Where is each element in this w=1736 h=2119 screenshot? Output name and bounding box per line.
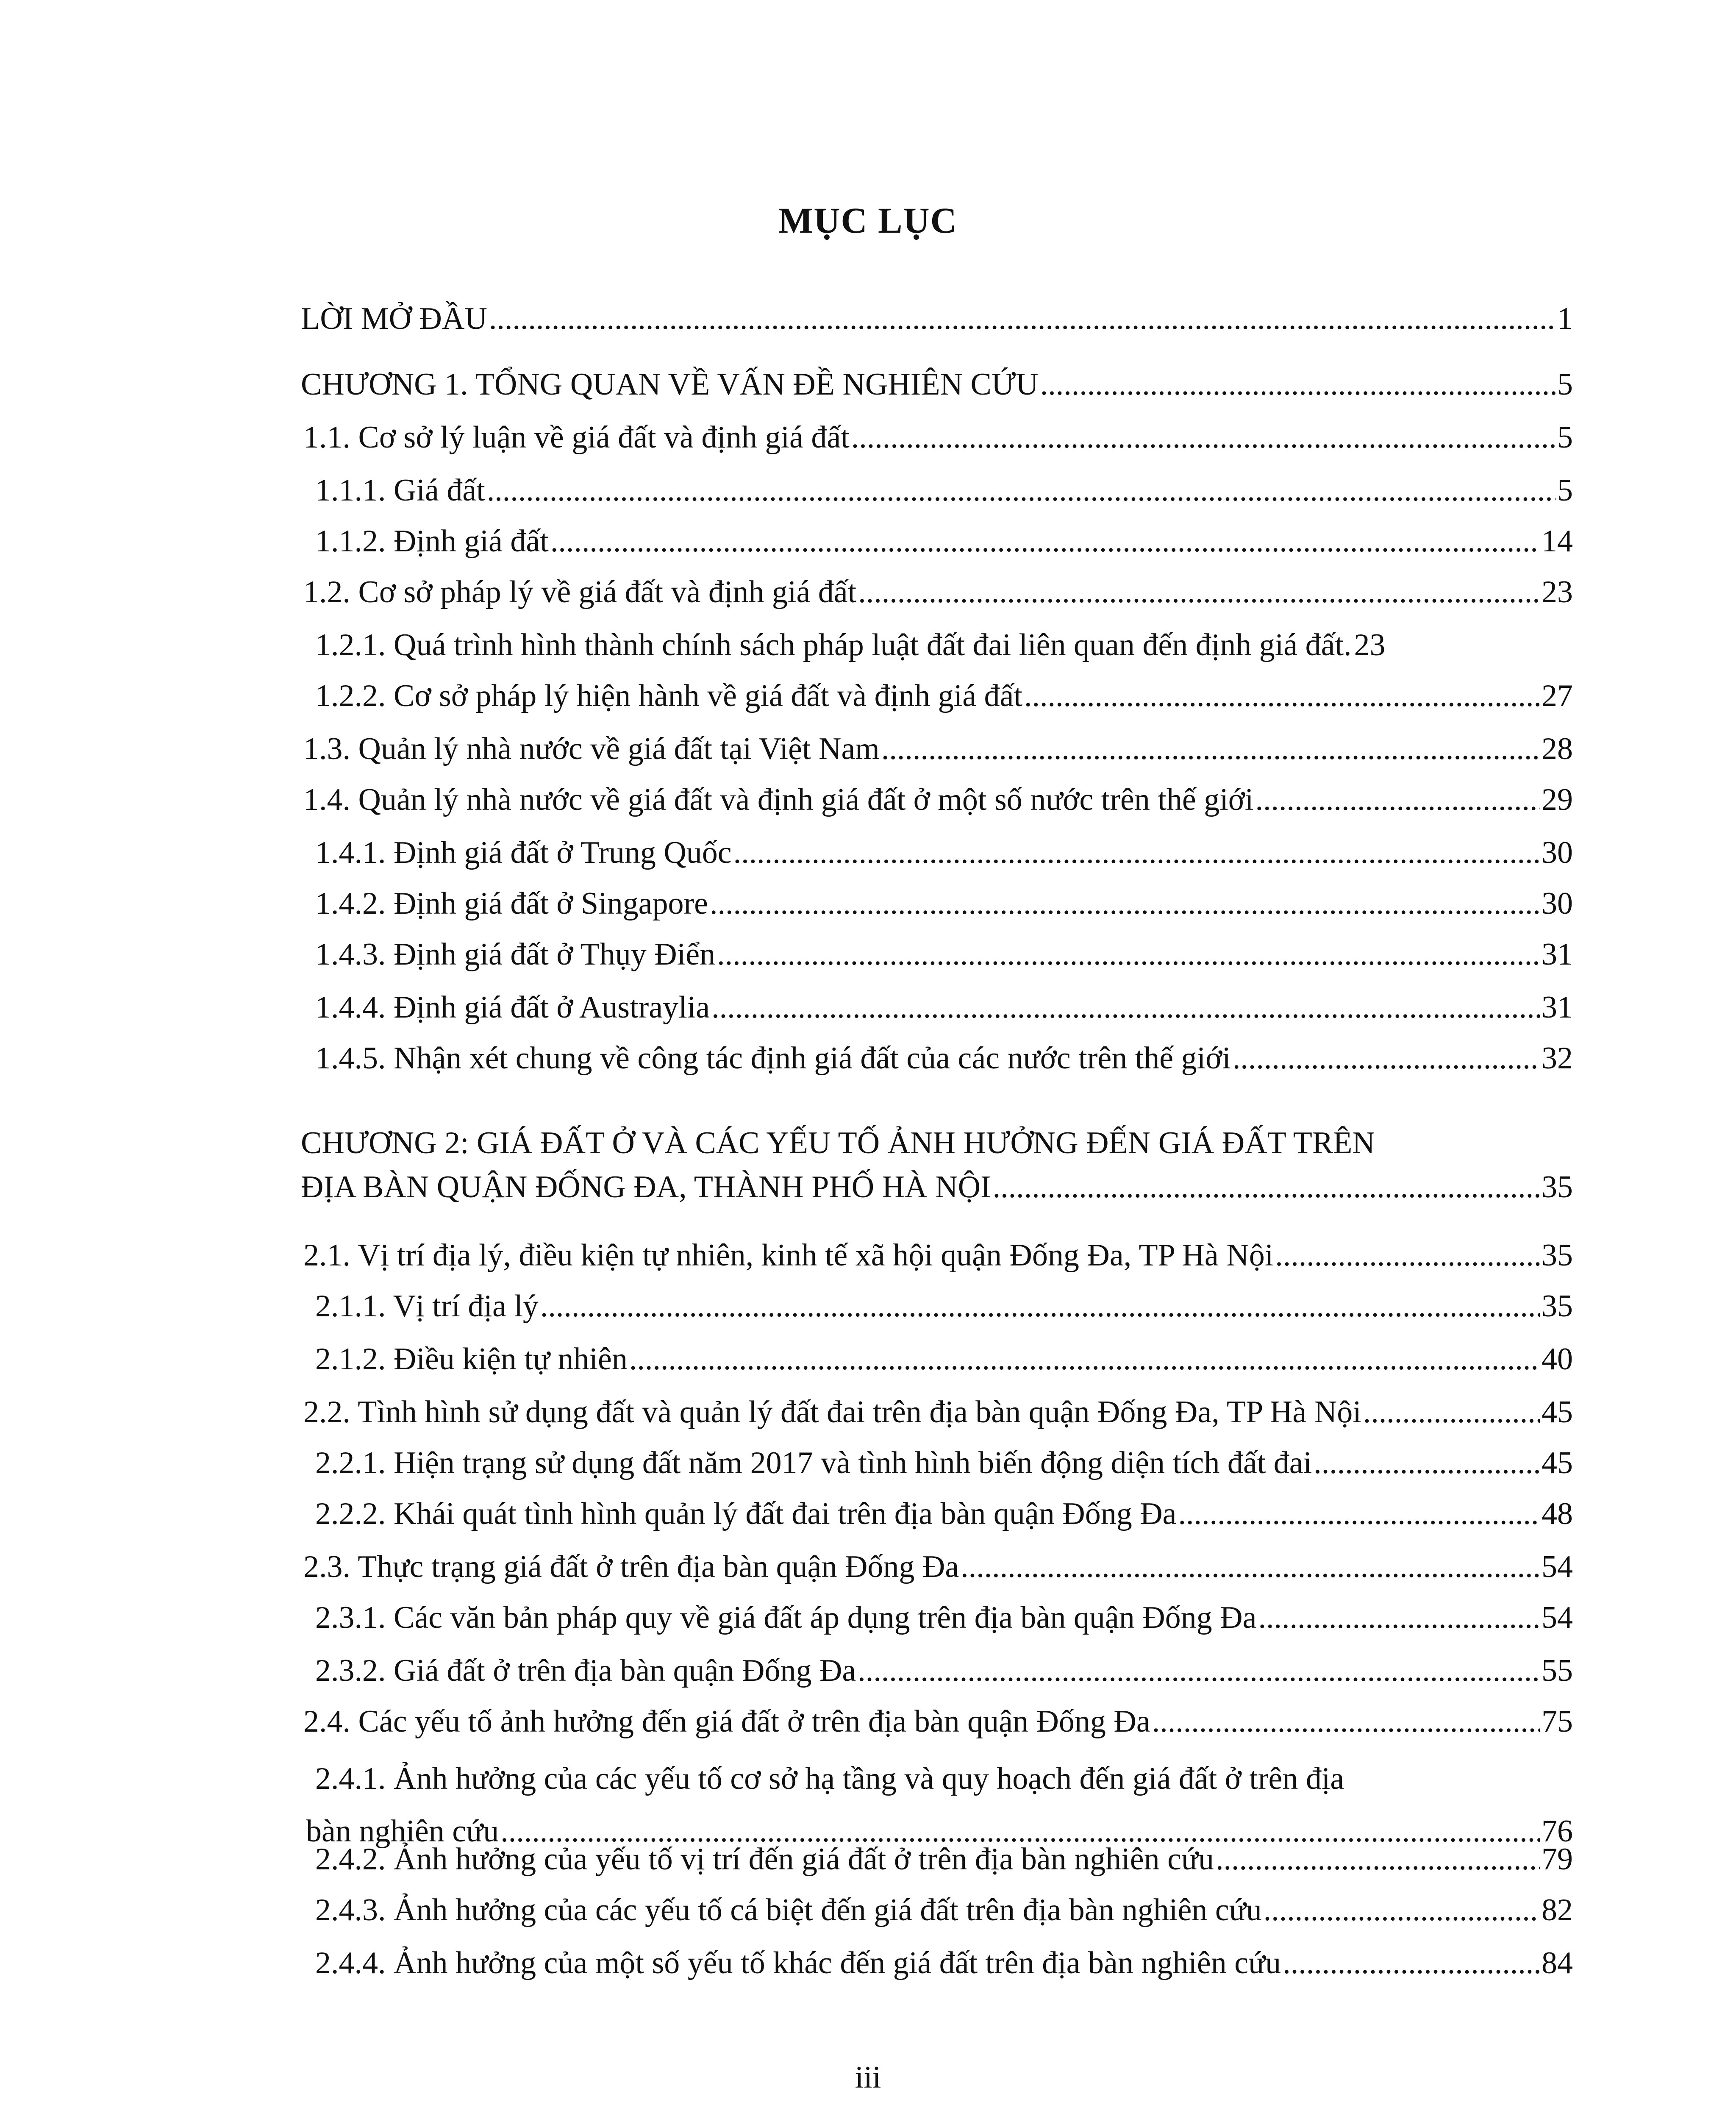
toc-entry-label: 1.4.1. Định giá đất ở Trung Quốc — [315, 835, 732, 870]
toc-page-number: 35 — [1542, 1289, 1573, 1324]
dot-leader — [851, 415, 1555, 459]
toc-entry-label: 1.4.2. Định giá đất ở Singapore — [315, 886, 708, 921]
toc-entry-first-line: 2.4.1. Ảnh hưởng của các yếu tố cơ sở hạ tầng và quy hoạch đến giá đất ở trên địa — [315, 1761, 1344, 1796]
toc-page-number: 48 — [1542, 1496, 1573, 1531]
toc-page-number: 5 — [1557, 473, 1573, 508]
dot-leader — [489, 297, 1555, 341]
toc-page-number: 45 — [1542, 1395, 1573, 1429]
toc-entry[interactable] — [301, 1545, 1573, 1589]
toc-entry[interactable] — [301, 1121, 1573, 1209]
dot-leader — [1178, 1492, 1540, 1536]
toc-entry-label: 2.4.3. Ảnh hưởng của các yếu tố cá biệt đến giá đất trên địa bàn nghiên cứu — [315, 1893, 1262, 1927]
dot-leader — [993, 1165, 1540, 1209]
dot-leader — [629, 1337, 1540, 1381]
toc-entry-label: 2.2.2. Khái quát tình hình quản lý đất đai trên địa bàn quận Đống Đa — [315, 1496, 1177, 1531]
toc-page-number: 79 — [1542, 1842, 1573, 1877]
dot-leader — [550, 519, 1540, 563]
toc-entry[interactable] — [301, 985, 1573, 1029]
dot-leader — [1264, 1888, 1540, 1932]
toc-entry-label: 1.4.4. Định giá đất ở Austraylia — [315, 990, 710, 1025]
toc-entry-label: CHƯƠNG 1. TỔNG QUAN VỀ VẤN ĐỀ NGHIÊN CỨU — [301, 367, 1039, 402]
dot-leader — [961, 1545, 1540, 1589]
toc-entry[interactable] — [301, 1837, 1573, 1881]
dot-leader — [733, 831, 1540, 875]
toc-page-number: 35 — [1542, 1238, 1573, 1273]
toc-entry-first-line: CHƯƠNG 2: GIÁ ĐẤT Ở VÀ CÁC YẾU TỐ ẢNH HƯỞNG ĐẾN GIÁ ĐẤT TRÊN — [301, 1126, 1375, 1160]
toc-page-number: 84 — [1542, 1946, 1573, 1980]
toc-page-number: 54 — [1542, 1600, 1573, 1635]
toc-entry[interactable] — [301, 1390, 1573, 1434]
toc-entry[interactable] — [301, 1337, 1573, 1381]
dot-leader — [1152, 1699, 1540, 1744]
dot-leader — [1363, 1390, 1540, 1434]
toc-page-number: 28 — [1542, 731, 1573, 766]
toc-entry[interactable] — [301, 1036, 1573, 1080]
toc-entry-label: 1.3. Quản lý nhà nước về giá đất tại Việt Nam — [303, 731, 880, 766]
dot-leader — [717, 932, 1540, 976]
toc-entry-label: 1.2.2. Cơ sở pháp lý hiện hành về giá đất và định giá đất — [315, 679, 1022, 713]
page-number: iii — [855, 2060, 881, 2095]
toc-entry-label: 2.4.2. Ảnh hưởng của yếu tố vị trí đến giá đất ở trên địa bàn nghiên cứu — [315, 1842, 1214, 1877]
toc-page-number: 14 — [1542, 524, 1573, 559]
toc-page-number: 27 — [1542, 679, 1573, 713]
toc-entry-label: 1.4.3. Định giá đất ở Thụy Điển — [315, 937, 716, 972]
toc-page-number: 32 — [1542, 1041, 1573, 1076]
toc-entry-label: bàn nghiên cứu — [306, 1814, 499, 1849]
dot-leader — [1040, 362, 1555, 406]
dot-leader — [1216, 1837, 1540, 1881]
dot-leader — [881, 727, 1540, 771]
dot-leader — [1314, 1441, 1540, 1485]
toc-entry[interactable] — [301, 674, 1573, 718]
dot-leader — [858, 570, 1540, 614]
toc-entry[interactable] — [301, 1596, 1573, 1640]
toc-entry[interactable] — [301, 831, 1573, 875]
toc-entry[interactable] — [301, 570, 1573, 614]
toc-entry[interactable] — [301, 1941, 1573, 1985]
toc-entry[interactable] — [301, 1441, 1573, 1485]
toc-entry-label: 1.1. Cơ sở lý luận về giá đất và định giá đất — [303, 420, 850, 455]
toc-entry[interactable] — [301, 623, 1573, 667]
toc-entry-label: 2.1.1. Vị trí địa lý — [315, 1289, 539, 1324]
toc-entry-label: 1.1.2. Định giá đất — [315, 524, 549, 559]
toc-entry-label: 2.3. Thực trạng giá đất ở trên địa bàn quận Đống Đa — [303, 1549, 959, 1584]
toc-entry[interactable] — [301, 362, 1573, 406]
toc-page-number: 31 — [1542, 937, 1573, 972]
toc-entry-label: 1.2. Cơ sở pháp lý về giá đất và định giá đất — [303, 575, 857, 609]
toc-entry-label: 2.3.1. Các văn bản pháp quy về giá đất áp dụng trên địa bàn quận Đống Đa — [315, 1600, 1257, 1635]
toc-entry[interactable] — [301, 297, 1573, 341]
toc-entry-label: 2.2. Tình hình sử dụng đất và quản lý đất đai trên địa bàn quận Đống Đa, TP Hà Nội — [303, 1395, 1361, 1429]
toc-page-number: 75 — [1542, 1704, 1573, 1739]
toc-entry-label: 2.3.2. Giá đất ở trên địa bàn quận Đống Đa — [315, 1653, 856, 1688]
dot-leader — [1255, 778, 1540, 822]
toc-entry[interactable] — [301, 1233, 1573, 1277]
toc-entry-label: 1.4. Quản lý nhà nước về giá đất và định giá đất ở một số nước trên thế giới — [303, 782, 1254, 817]
toc-entry[interactable] — [301, 519, 1573, 563]
toc-entry-label: 1.2.1. Quá trình hình thành chính sách pháp luật đất đai liên quan đến định giá đất. — [315, 628, 1352, 662]
toc-page-number: 76 — [1542, 1814, 1573, 1849]
toc-entry[interactable] — [301, 1649, 1573, 1693]
dot-leader — [1283, 1941, 1540, 1985]
toc-entry[interactable] — [301, 932, 1573, 976]
dot-leader — [711, 985, 1540, 1029]
toc-page-number: 31 — [1542, 990, 1573, 1025]
toc-entry-label: LỜI MỞ ĐẦU — [301, 301, 487, 336]
toc-page-number: 5 — [1557, 367, 1573, 402]
toc-entry-label: ĐỊA BÀN QUẬN ĐỐNG ĐA, THÀNH PHỐ HÀ NỘI — [301, 1170, 991, 1204]
dot-leader — [1275, 1233, 1540, 1277]
dot-leader — [487, 468, 1555, 512]
dot-leader — [710, 882, 1540, 926]
toc-entry[interactable] — [301, 882, 1573, 926]
toc-page-number: 29 — [1542, 782, 1573, 817]
toc-entry-label: 1.1.1. Giá đất — [315, 473, 485, 508]
toc-page-number: 45 — [1542, 1446, 1573, 1480]
toc-page-number: 54 — [1542, 1549, 1573, 1584]
dot-leader — [540, 1284, 1540, 1328]
toc-entry[interactable] — [301, 1492, 1573, 1536]
dot-leader — [858, 1649, 1540, 1693]
toc-page-number: 30 — [1542, 835, 1573, 870]
toc-entry[interactable] — [301, 1888, 1573, 1932]
toc-entry-label: 2.1. Vị trí địa lý, điều kiện tự nhiên, kinh tế xã hội quận Đống Đa, TP Hà Nội — [303, 1238, 1274, 1273]
dot-leader — [1024, 674, 1540, 718]
toc-page-number: 23 — [1542, 575, 1573, 609]
toc-page-number: 35 — [1542, 1170, 1573, 1204]
toc-entry-label: 2.4. Các yếu tố ảnh hưởng đến giá đất ở trên địa bàn quận Đống Đa — [303, 1704, 1150, 1739]
toc-entry[interactable] — [301, 1284, 1573, 1328]
dot-leader — [1258, 1596, 1540, 1640]
toc-entry-label: 2.4.4. Ảnh hưởng của một số yếu tố khác đến giá đất trên địa bàn nghiên cứu — [315, 1946, 1281, 1980]
toc-page-number: 40 — [1542, 1342, 1573, 1377]
toc-entry[interactable] — [301, 468, 1573, 512]
toc-entry-label: 2.1.2. Điều kiện tự nhiên — [315, 1342, 628, 1377]
toc-entry[interactable] — [301, 778, 1573, 822]
toc-page-number: 23 — [1354, 628, 1386, 662]
toc-page-number: 1 — [1557, 301, 1573, 336]
toc-entry-label: 2.2.1. Hiện trạng sử dụng đất năm 2017 và tình hình biến động diện tích đất đai — [315, 1446, 1312, 1480]
toc-entry-label: 1.4.5. Nhận xét chung về công tác định giá đất của các nước trên thế giới — [315, 1041, 1231, 1076]
toc-page-number: 30 — [1542, 886, 1573, 921]
toc-page-number: 5 — [1557, 420, 1573, 455]
toc-title: MỤC LỤC — [778, 200, 958, 241]
dot-leader — [1233, 1036, 1540, 1080]
toc-entry[interactable] — [301, 1699, 1573, 1744]
table-of-contents — [301, 0, 1573, 2119]
toc-entry[interactable] — [301, 727, 1573, 771]
toc-entry[interactable] — [301, 415, 1573, 459]
toc-page-number: 55 — [1542, 1653, 1573, 1688]
toc-page-number: 82 — [1542, 1893, 1573, 1927]
